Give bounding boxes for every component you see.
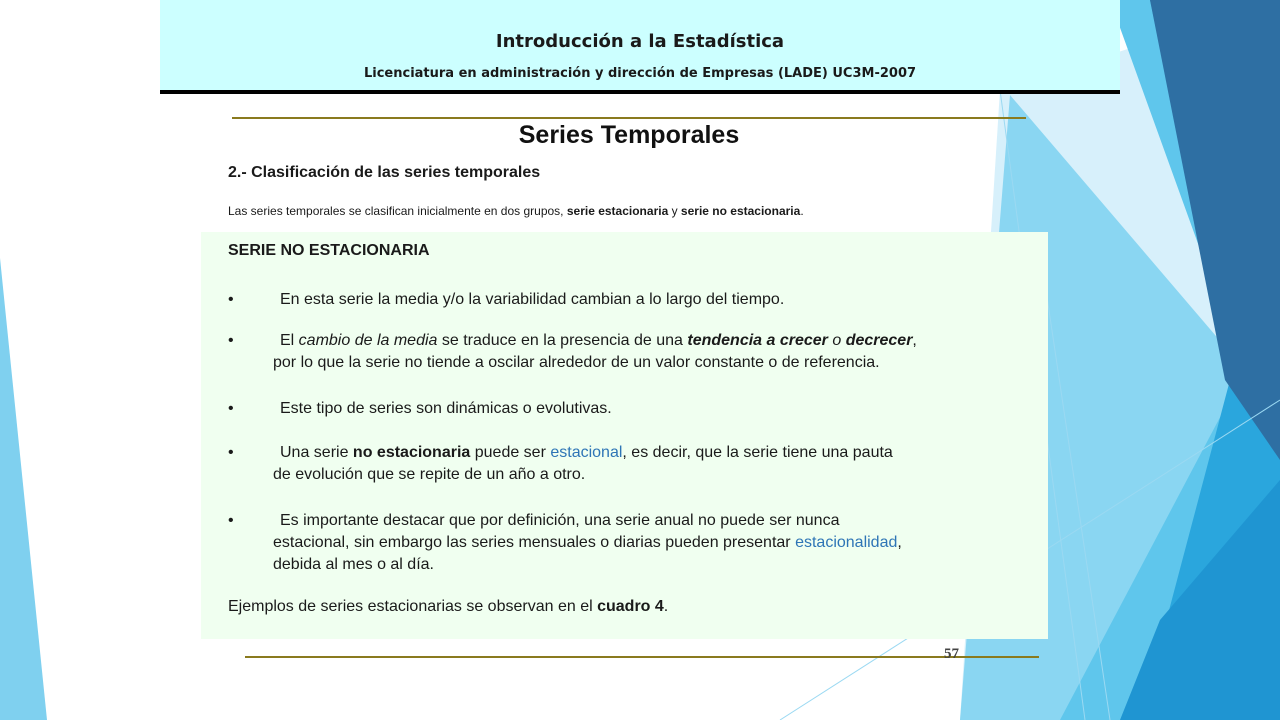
text-run: Es importante destacar que por definición, una serie anual no puede ser nunca <box>280 512 840 529</box>
bullet-continuation <box>273 532 1022 554</box>
bold-italic-run: decrecer <box>845 332 913 349</box>
text-run: , es decir, que la serie tiene una pauta <box>622 444 893 461</box>
bullet-continuation: por lo que la serie no tiende a oscilar alrededor de un valor constante o de referencia. <box>273 354 880 371</box>
slide-title: Series Temporales <box>518 121 740 149</box>
bullet-item <box>228 398 1022 420</box>
bullet-symbol: • <box>228 332 234 349</box>
content-panel <box>201 232 1048 639</box>
bold-run: cuadro 4 <box>597 598 664 615</box>
text-run: , <box>897 534 902 551</box>
bullet-text: En esta serie la media y/o la variabilidad cambian a lo largo del tiempo. <box>280 291 785 308</box>
page-number: 57 <box>944 646 959 662</box>
bullet-text <box>228 442 1022 486</box>
bullet-symbol: • <box>228 400 234 417</box>
bullet-text: Este tipo de series son dinámicas o evolutivas. <box>280 400 612 417</box>
bullet-item <box>228 442 1022 486</box>
section-heading: 2.- Clasificación de las series temporales <box>228 164 541 181</box>
text-run: se traduce en la presencia de una <box>437 332 688 349</box>
bullet-continuation: debida al mes o al día. <box>273 556 434 573</box>
bullet-symbol: • <box>228 512 234 529</box>
highlight-run: estacionalidad <box>795 534 898 551</box>
bullet-item <box>228 330 1022 374</box>
bullet-item <box>228 289 1022 311</box>
bullet-item <box>228 510 1022 576</box>
examples-note <box>228 598 668 616</box>
header-subtitle: Licenciatura en administración y dirección de Empresas (LADE) UC3M-2007 <box>363 66 917 81</box>
intro-text-2: y <box>668 204 681 218</box>
highlight-run: estacional <box>550 444 623 461</box>
intro-text-3: . <box>800 204 804 218</box>
top-rule <box>232 117 1026 119</box>
intro-text <box>228 204 804 218</box>
intro-bold-nonstationary: serie no estacionaria <box>680 204 801 218</box>
intro-text-1: Las series temporales se clasifican inicialmente en dos grupos, <box>228 204 567 218</box>
text-run: , <box>912 332 917 349</box>
bullet-symbol: • <box>228 291 234 308</box>
bullet-text <box>228 330 1022 374</box>
bullet-continuation: de evolución que se repite de un año a otro. <box>273 466 586 483</box>
slide-header <box>160 0 1120 94</box>
intro-bold-stationary: serie estacionaria <box>566 204 669 218</box>
bullet-text <box>228 510 1022 576</box>
panel-heading: SERIE NO ESTACIONARIA <box>228 242 430 259</box>
bullet-symbol: • <box>228 444 234 461</box>
text-run: . <box>663 598 669 615</box>
text-run: estacional, sin embargo las series mensuales o diarias pueden presentar <box>273 534 796 551</box>
bold-italic-run: tendencia a crecer <box>687 332 828 349</box>
italic-run: cambio de la media <box>298 332 438 349</box>
text-run: El <box>280 332 299 349</box>
bold-run: no estacionaria <box>352 444 471 461</box>
text-run: Una serie <box>280 444 353 461</box>
bottom-rule <box>245 656 1039 658</box>
text-run: Ejemplos de series estacionarias se observan en el <box>228 598 598 615</box>
left-blue-triangle <box>0 258 47 720</box>
header-title: Introducción a la Estadística <box>495 31 785 52</box>
italic-run: o <box>827 332 846 349</box>
text-run: puede ser <box>470 444 551 461</box>
